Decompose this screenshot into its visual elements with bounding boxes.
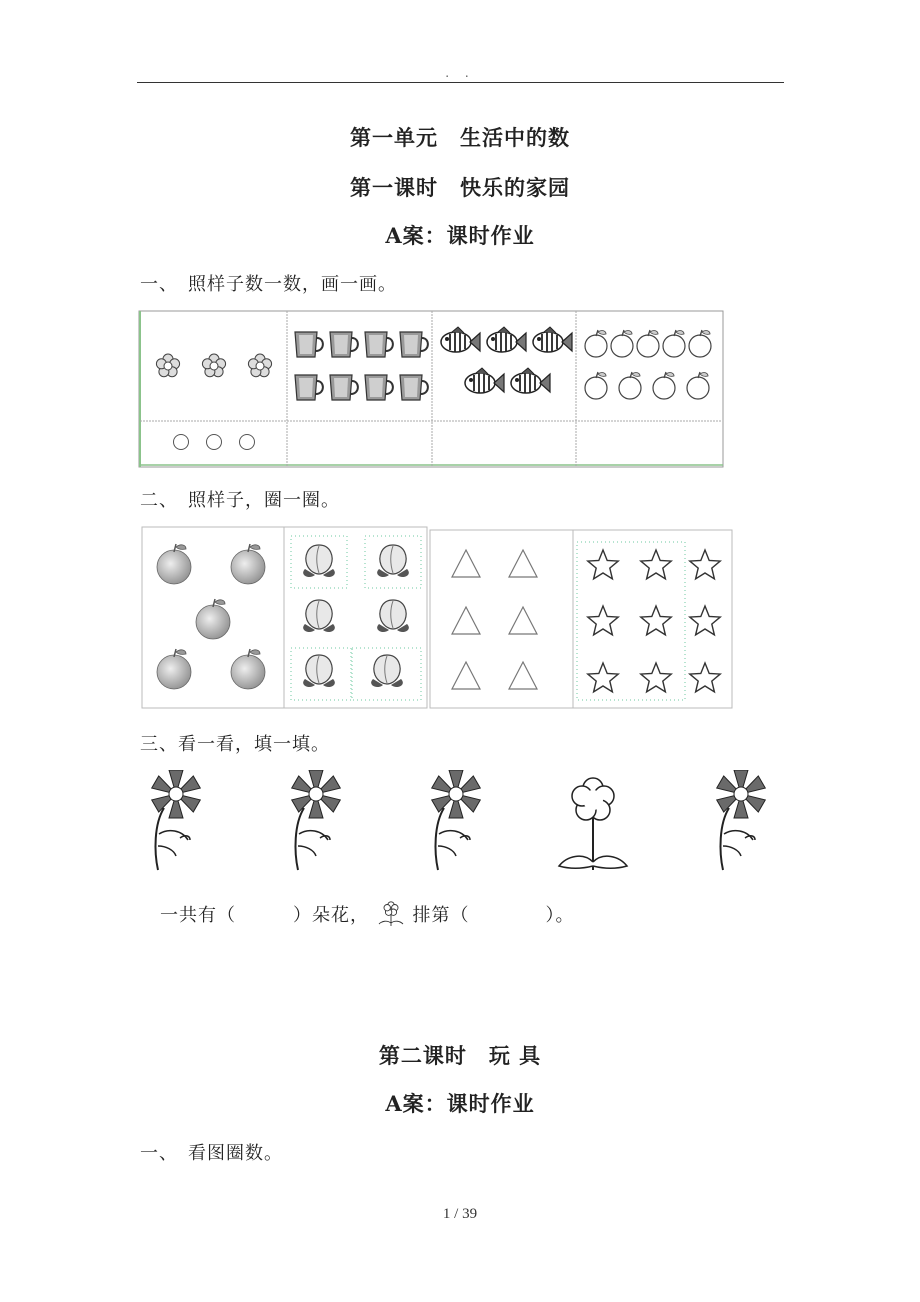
fill-blank-total: 一共有（ ）朵花， (160, 905, 369, 926)
lesson1-title: 第一课时 快乐的家园 (350, 175, 570, 200)
mini-flower-icon (376, 901, 406, 927)
lesson1-case-title: A案：课时作业 (385, 223, 535, 248)
lesson1-q3-label: 三、看一看，填一填。 (140, 734, 330, 755)
count-draw-table (138, 310, 724, 468)
page-number: 1 / 39 (442, 1206, 478, 1222)
lesson2-q1-label: 一、 看图圈数。 (140, 1143, 283, 1164)
lesson1-q2-label: 二、 照样子，圈一圈。 (140, 490, 340, 511)
header-marks: . . (445, 66, 475, 80)
fill-blank-position: 排第（ ）。 (412, 905, 575, 926)
circle-example-panels (141, 526, 735, 710)
lesson1-q1-label: 一、 照样子数一数，画一画。 (140, 274, 397, 295)
header-rule (137, 82, 784, 83)
lesson2-case-title: A案：课时作业 (385, 1091, 535, 1116)
flower-row (138, 770, 788, 872)
q3-fill-sentence (160, 901, 574, 927)
unit-title: 第一单元 生活中的数 (350, 125, 570, 150)
lesson2-title: 第二课时 玩 具 (378, 1043, 542, 1068)
